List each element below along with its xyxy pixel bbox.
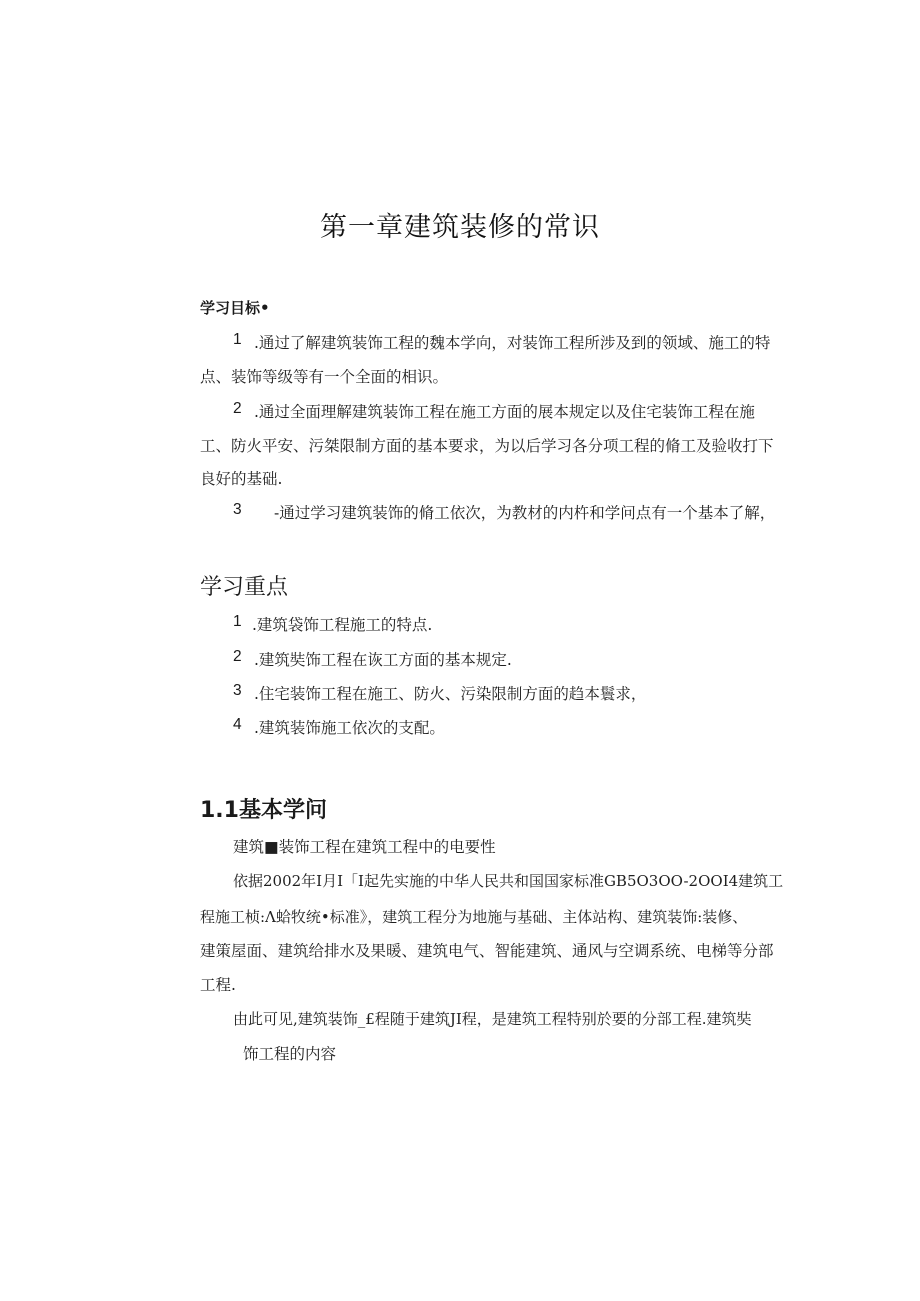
objective-text-line: .通过全面理解建筑装饰工程在施工方面的展本规定以及住宅装饰工程在施 bbox=[254, 403, 755, 421]
paragraph-line: 由此可见,建筑装饰_£程随于建筑JI程，是建筑工程特别於要的分部工程.建筑奘 bbox=[233, 1010, 752, 1028]
key-point-number: 3 bbox=[233, 682, 242, 699]
key-point-text: .建筑装饰施工依次的支配。 bbox=[254, 719, 445, 737]
key-point-text: .建筑奘饰工程在诙工方面的基本规定. bbox=[254, 651, 512, 669]
paragraph-line: 饰工程的内容 bbox=[243, 1045, 337, 1063]
objective-text-line: 点、装饰等级等有一个全面的相识。 bbox=[200, 368, 449, 386]
objective-text-line: .通过了解建筑装饰工程的魏本学向，对装饰工程所涉及到的领域、施工的特 bbox=[254, 334, 771, 352]
paragraph-line: 建策屋面、建筑给排水及果暖、建筑电气、智能建筑、通风与空调系统、电梯等分部 bbox=[200, 942, 774, 960]
objective-text-line: -通过学习建筑装饰的脩工依次，为教材的内杵和学问点有一个基本了解， bbox=[274, 504, 776, 522]
key-point-text: .住宅装饰工程在施工、防火、污染限制方面的趋本鬟求， bbox=[254, 685, 647, 703]
objective-number: 3 bbox=[233, 501, 242, 518]
key-point-number: 1 bbox=[233, 613, 242, 630]
objective-text-line: 工、防火平安、污桀限制方面的基本要求，为以后学习各分项工程的脩工及验收打下 bbox=[200, 437, 774, 455]
key-points-heading: 学习重点 bbox=[200, 575, 289, 600]
key-point-number: 2 bbox=[233, 648, 242, 665]
objectives-heading: 学习目标• bbox=[200, 299, 270, 317]
chapter-title: 第一章建筑装修的常识 bbox=[320, 212, 600, 243]
section-subheading: 建筑■装饰工程在建筑工程中的电要性 bbox=[233, 838, 496, 856]
paragraph-line: 程施工桢:Λ蛤牧统•标准》，建筑工程分为地施与基础、主体站构、建筑装饰:装修、 bbox=[200, 908, 748, 926]
objective-number: 1 bbox=[233, 331, 242, 348]
paragraph-line: 工程. bbox=[200, 976, 236, 994]
paragraph-line: 依据2002年I月I「I起先实施的中华人民共和国国家标准GB5O3OO-2OOI4建筑工 bbox=[233, 872, 784, 890]
objective-text-line: 良好的基础. bbox=[200, 470, 283, 488]
section-heading: 1.1基本学问 bbox=[200, 798, 327, 823]
key-point-number: 4 bbox=[233, 716, 242, 733]
key-point-text: .建筑袋饰工程施工的特点. bbox=[252, 616, 433, 634]
objective-number: 2 bbox=[233, 400, 242, 417]
